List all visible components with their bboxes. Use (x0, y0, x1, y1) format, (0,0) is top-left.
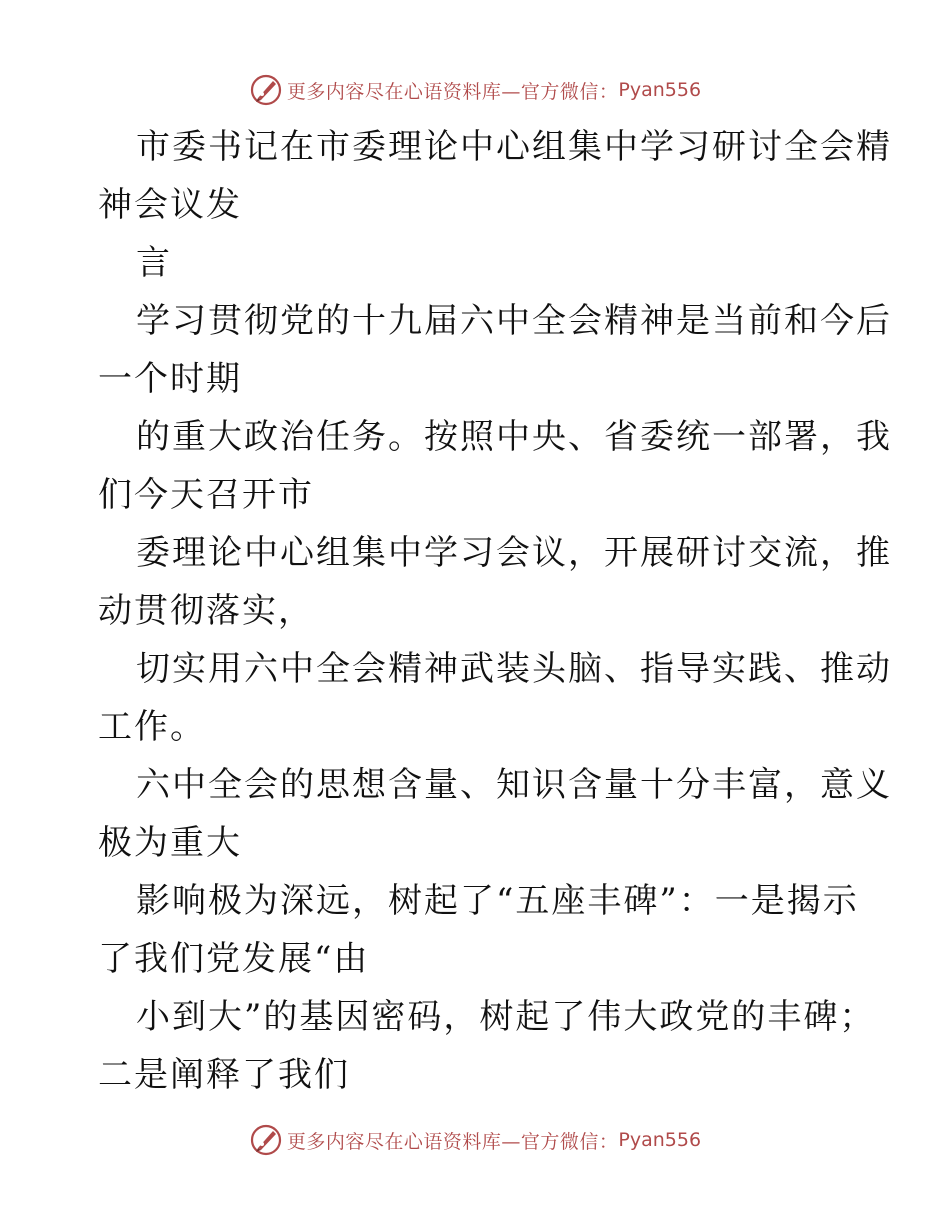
watermark-id: Pyan556 (618, 79, 702, 101)
text-line: 六中全会的思想含量、知识含量十分丰富，意义 (136, 765, 892, 805)
text-line: 学习贯彻党的十九届六中全会精神是当前和今后 (136, 301, 892, 341)
text-line: 了我们党发展“由 (98, 939, 370, 979)
text-line: 言 (136, 243, 172, 283)
quill-logo-icon (249, 1123, 283, 1157)
text-line: 一个时期 (98, 359, 242, 399)
text-line: 的重大政治任务。按照中央、省委统一部署，我 (136, 417, 892, 457)
watermark-text: 更多内容尽在心语资料库—官方微信： (286, 1130, 619, 1153)
header-watermark (0, 70, 950, 110)
text-line: 委理论中心组集中学习会议，开展研讨交流，推 (136, 533, 892, 573)
watermark-id: Pyan556 (618, 1129, 702, 1151)
watermark-text: 更多内容尽在心语资料库—官方微信： (286, 80, 619, 103)
text-line: 工作。 (98, 707, 206, 747)
text-line: 极为重大 (98, 823, 242, 863)
document-body (98, 118, 892, 1104)
text-line: 市委书记在市委理论中心组集中学习研讨全会精 (136, 127, 892, 167)
text-line: 神会议发 (98, 185, 242, 225)
text-line: 小到大”的基因密码，树起了伟大政党的丰碑； (136, 997, 876, 1037)
text-line: 动贯彻落实， (98, 591, 314, 631)
text-line: 切实用六中全会精神武装头脑、指导实践、推动 (136, 649, 892, 689)
footer-watermark (0, 1120, 950, 1160)
text-line: 们今天召开市 (98, 475, 314, 515)
text-line: 影响极为深远，树起了“五座丰碑”：一是揭示 (136, 881, 859, 921)
quill-logo-icon (249, 73, 283, 107)
text-line: 二是阐释了我们 (98, 1055, 350, 1095)
